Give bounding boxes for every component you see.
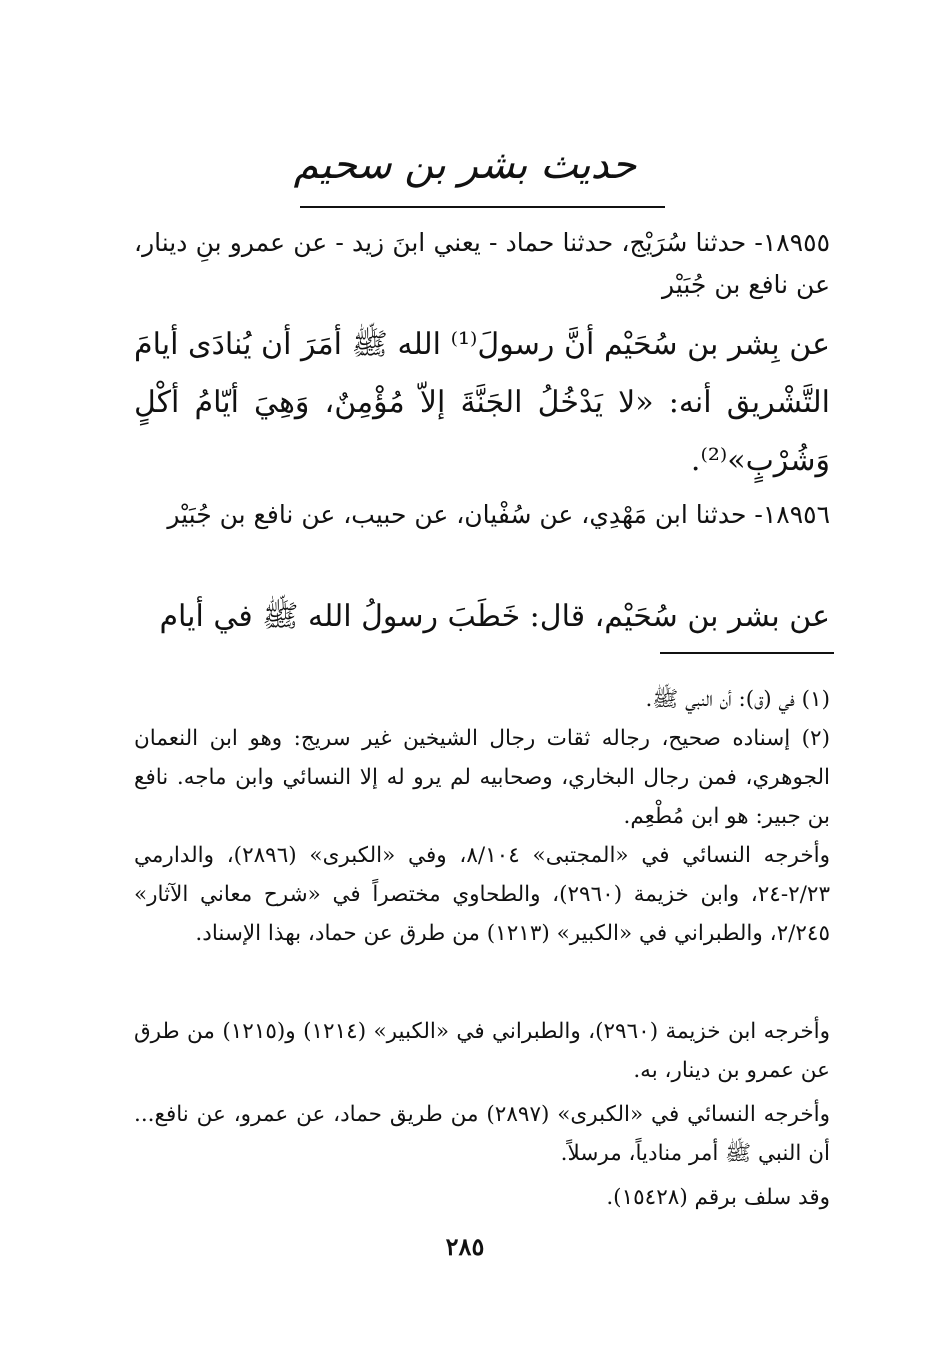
footnote-2-cross-reference: وقد سلف برقم (١٥٤٢٨). [606, 1185, 830, 1210]
hadith-18956-matn: عن بشر بن سُحَيْم، قال: خَطَبَ رسولُ الله ﷺ في أيام [159, 599, 830, 634]
hadith-18955-isnad: ١٨٩٥٥- حدثنا سُرَيْج، حدثنا حماد - يعني ابنَ زيد - عن عمرو بنِ دينار، عن نافع بن جُبَيْر [134, 228, 830, 299]
footnote-2-takhrij-1: وأخرجه النسائي في «المجتبى» ٨/١٠٤، وفي «الكبرى» (٢٨٩٦)، والدارمي ٢/٢٣-٢٤، وابن خزيمة (٢٩٦٠)، والطحاوي مختصراً في «شرح معاني الآثار» ٢/٢٤٥، والطبراني في «الكبير» (١٢١٣) من طرق عن حماد، بهذا الإسناد. [134, 843, 831, 946]
footnote-separator [660, 652, 834, 654]
footnote-2-takhrij-2: وأخرجه ابن خزيمة (٢٩٦٠)، والطبراني في «الكبير» (١٢١٤) و(١٢١٥) من طرق عن عمرو بن دينار، به. [134, 1019, 830, 1083]
chapter-heading: حديث بشر بن سحيم [293, 142, 637, 188]
footnote-1: (١) في (ق): أن النبي ﷺ. [645, 687, 830, 712]
footnote-2: (٢) إسناده صحيح، رجاله ثقات رجال الشيخين غير سريج: وهو ابن النعمان الجوهري، فمن رجال البخاري، وصحابيه لم يرو له إلا النسائي وابن ماجه. نافع بن جبير: هو ابن مُطْعِم. [134, 726, 830, 829]
page-number: ٢٨٥ [445, 1232, 485, 1261]
footnote-2-takhrij-3: وأخرجه النسائي في «الكبرى» (٢٨٩٧) من طريق حماد، عن عمرو، عن نافع... أن النبي ﷺ أمر منادياً، مرسلاً. [134, 1102, 831, 1166]
heading-underline [300, 206, 665, 208]
hadith-18956-isnad: ١٨٩٥٦- حدثنا ابن مَهْدِي، عن سُفْيان، عن حبيب، عن نافع بن جُبَيْر [167, 500, 830, 529]
hadith-18955-matn: عن بِشر بن سُحَيْم أنَّ رسولَ⁽¹⁾ الله ﷺ أمَرَ أن يُنادَى أيامَ التَّشْريق أنه: «لا يَدْخُلُ الجَنَّةَ إلاّ مُؤْمِنٌ، وَهِيَ أيّامُ أكْلٍ وَشُرْبٍ»⁽²⁾. [134, 327, 830, 478]
